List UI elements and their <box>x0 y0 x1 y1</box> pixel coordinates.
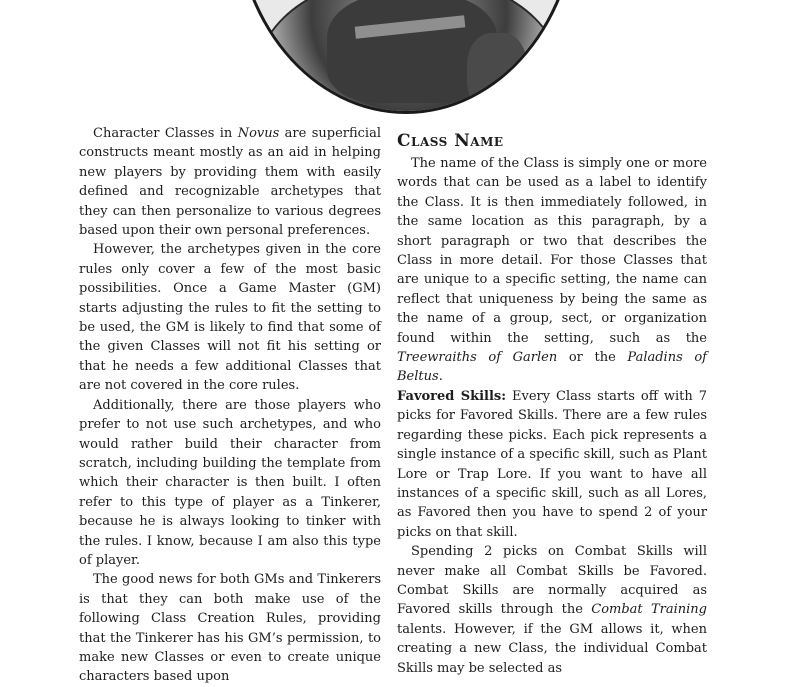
text-run: The name of the Class is simply one or more words that can be used as a label to identify the Class. It is then immediately followed, in the same location as this paragraph, by a short paragraph or two that describes the Class in more detail. For those Classes that are unique to a specific setting, the name can reflect that uniqueness by being the same as the name of a group, sect, or organization found within the setting, such as the <box>397 156 707 346</box>
text-run: Every Class starts off with 7 picks for Favored Skills. There are a few rules regarding these picks. Each pick represents a single instance of a specific skill, such as Plant Lore or Trap Lore. If you want to have all instances of a specific skill, such as all Lores, as Favored then you have to spend 2 of your picks on that skill. <box>397 388 707 540</box>
favored-skills-paragraph <box>397 387 707 542</box>
portrait-figure-arm <box>467 33 527 113</box>
combat-skills-paragraph <box>397 542 707 678</box>
combat-training-name: Combat Training <box>591 602 707 618</box>
text-run: talents. However, if the GM allows it, when creating a new Class, the individual Combat Skills may be selected as <box>397 621 707 676</box>
favored-skills-label: Favored Skills: <box>397 388 507 404</box>
treewraiths-name: Treewraiths of Garlen <box>397 350 558 366</box>
text-run: . <box>438 369 443 385</box>
novus-title: Novus <box>237 126 280 141</box>
text-run: are superficial constructs meant mostly as an aid in helping new players by providing them with easily defined and recognizable archetypes that they can then personalize to various degrees based upon their own personal preferences. <box>79 126 381 239</box>
class-name-paragraph <box>397 154 707 387</box>
intro-paragraph <box>79 124 381 240</box>
text-run: Character Classes in <box>93 126 238 141</box>
left-column <box>79 124 381 687</box>
tinkerer-paragraph: Additionally, there are those players who prefer to not use such archetypes, and who would rather build their character from scratch, including building the template from which their character is then built. I often refer to this type of player as a Tinkerer, because he is always looking to tinker with the rules. I know, because I am also this type of player. <box>79 397 381 568</box>
text-run: Spending 2 picks on Combat Skills will never make all Combat Skills be Favored. Combat Skills are normally acquired as Favored skills through the <box>397 544 707 618</box>
paladins-name: Paladins of Beltus <box>397 350 707 385</box>
good-news-paragraph: The good news for both GMs and Tinkerers is that they can both make use of the following Class Creation Rules, providing that the Tinkerer has his GM’s permission, to make new Classes or even to create unique characters based upon <box>79 572 381 685</box>
archetypes-paragraph: However, the archetypes given in the core rules only cover a few of the most basic possibilities. Once a Game Master (GM) starts adjusting the rules to fit the setting to be used, the GM is likely to find that some of the given Classes will not fit his setting or that he needs a few additional Classes that are not covered in the core rules. <box>79 242 381 394</box>
section-heading-class-name: Class Name <box>397 131 504 151</box>
text-run: or the <box>557 350 628 366</box>
right-column <box>397 124 707 678</box>
character-portrait <box>234 0 578 114</box>
